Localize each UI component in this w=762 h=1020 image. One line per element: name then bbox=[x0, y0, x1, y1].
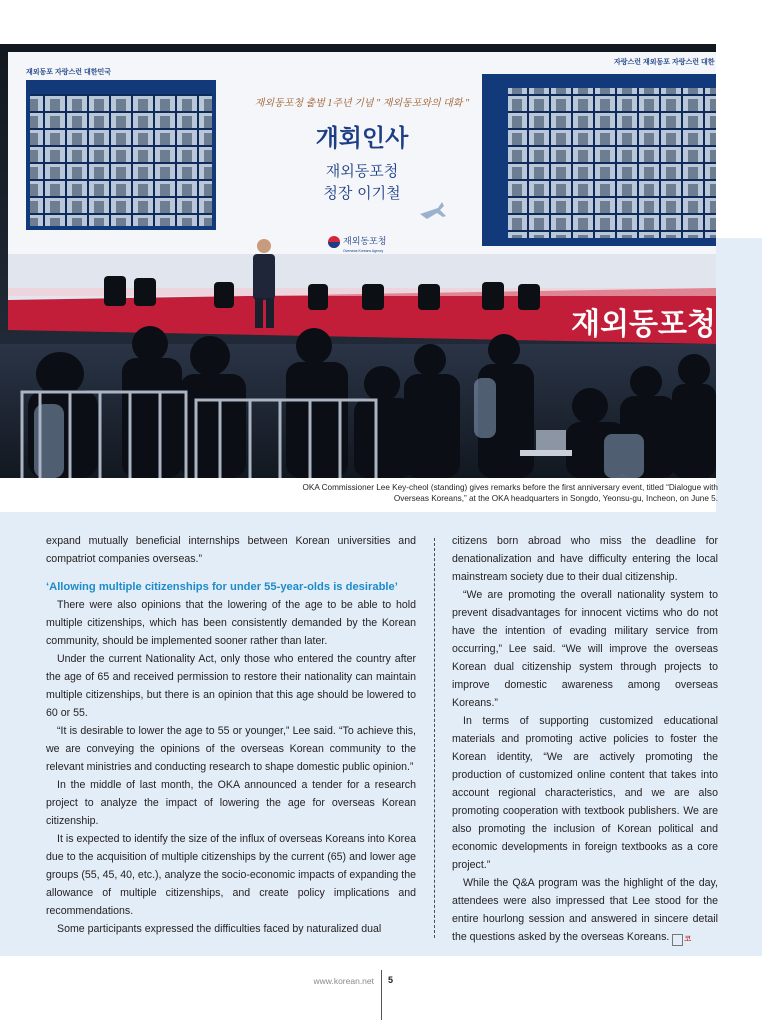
article-column-right bbox=[452, 532, 718, 946]
paragraph: Some participants expressed the difficulties faced by naturalized dual bbox=[57, 923, 382, 935]
paragraph: It is expected to identify the size of the influx of overseas Koreans into Korea due to the acquisition of multiple citizenships by the current (65) and lower age groups (55, 45, 40, etc.), analyze the socio-economic impacts of expanding the allowance of multiple citizenships, and create policy implications and recommendations. bbox=[46, 833, 416, 917]
paragraph: There were also opinions that the lowering of the age to be able to hold multiple citizenships, which has been consistently demanded by the Korean community, should be implemented sooner rather than later. bbox=[46, 599, 416, 647]
paragraph: expand mutually beneficial internships between Korean universities and compatriot companies overseas.” bbox=[46, 535, 416, 565]
slide-logo-kr: 재외동포청 bbox=[343, 237, 387, 247]
paragraph-final bbox=[452, 874, 718, 946]
page-number: 5 bbox=[388, 975, 394, 985]
left-screen-brand: 재외동포 자랑스런 대한민국 bbox=[26, 69, 112, 76]
footer-rule bbox=[381, 970, 382, 1020]
slide-org: 재외동포청 bbox=[325, 162, 399, 180]
oka-logo-icon bbox=[328, 236, 340, 248]
slide-speaker: 청장 이기철 bbox=[323, 184, 401, 202]
paragraph: In the middle of last month, the OKA announced a tender for a research project to analyze the impact of lowering the age for overseas Korean citizenship. bbox=[46, 779, 416, 827]
paragraph: citizens born abroad who miss the deadline for denationalization and have difficulty entering the local mainstream society due to their dual citizenship. bbox=[452, 535, 718, 583]
side-accent-panel bbox=[716, 238, 762, 512]
paragraph: In terms of supporting customized educational materials and promoting active policies to foster the Korean identity, “We are actively promoting the production of customized online content that takes into account regional characteristics, and we are also promoting cooperation with textbook publishers. We are also promoting the inclusion of Korean political and economic developments in foreign textbooks as a core project.” bbox=[452, 715, 718, 871]
left-video-wall bbox=[26, 80, 216, 230]
paragraph: “It is desirable to lower the age to 55 or younger,” Lee said. “To achieve this, we are conveying the opinions of the overseas Korean community to the relevant ministries and conducting research to shape domestic public opinion.” bbox=[46, 725, 416, 773]
paragraph-text: While the Q&A program was the highlight of the day, attendees were also impressed that Lee stood for the entire hourlong session and answered in sincere detail the questions asked by the overseas Koreans. bbox=[452, 877, 718, 943]
right-video-wall bbox=[482, 74, 716, 246]
photo-caption: OKA Commissioner Lee Key-cheol (standing) gives remarks before the first anniversary event, titled “Dialogue with Overseas Koreans,” at the OKA headquarters in Songdo, Yeonsu-gu, Incheon, on June 5. bbox=[302, 483, 718, 503]
slide-heading: 개회인사 bbox=[315, 124, 409, 152]
slide-event-line: 재외동포청 출범 1주년 기념 " 재외동포와의 대화 " bbox=[254, 98, 470, 109]
article-column-left bbox=[46, 532, 416, 938]
slide-logo-en: Overseas Koreans Agency bbox=[343, 249, 384, 253]
end-mark-icon: 코 bbox=[672, 934, 683, 946]
stage-sign: 재외동포청 bbox=[571, 307, 716, 342]
paragraph: Under the current Nationality Act, only those who entered the country after the age of 65 and received permission to restore their nationality can maintain multiple citizenships, but there is an opinion that this age should be lowered to 60 or 55. bbox=[46, 653, 416, 719]
right-screen-brand: 자랑스런 재외동포 자랑스런 대한 bbox=[614, 59, 715, 66]
section-subhead: ‘Allowing multiple citizenships for under 55-year-olds is desirable’ bbox=[46, 581, 398, 593]
footer-url: www.korean.net bbox=[313, 976, 374, 986]
event-photo bbox=[0, 44, 716, 478]
column-divider bbox=[434, 538, 435, 938]
paragraph: “We are promoting the overall nationality system to prevent disadvantages for innocent victims who do not have the intention of evading military service from occurring,” Lee said. “We will improve the overseas Korean dual citizenship system through projects to improve domestic awareness among overseas Koreans.” bbox=[452, 589, 718, 709]
